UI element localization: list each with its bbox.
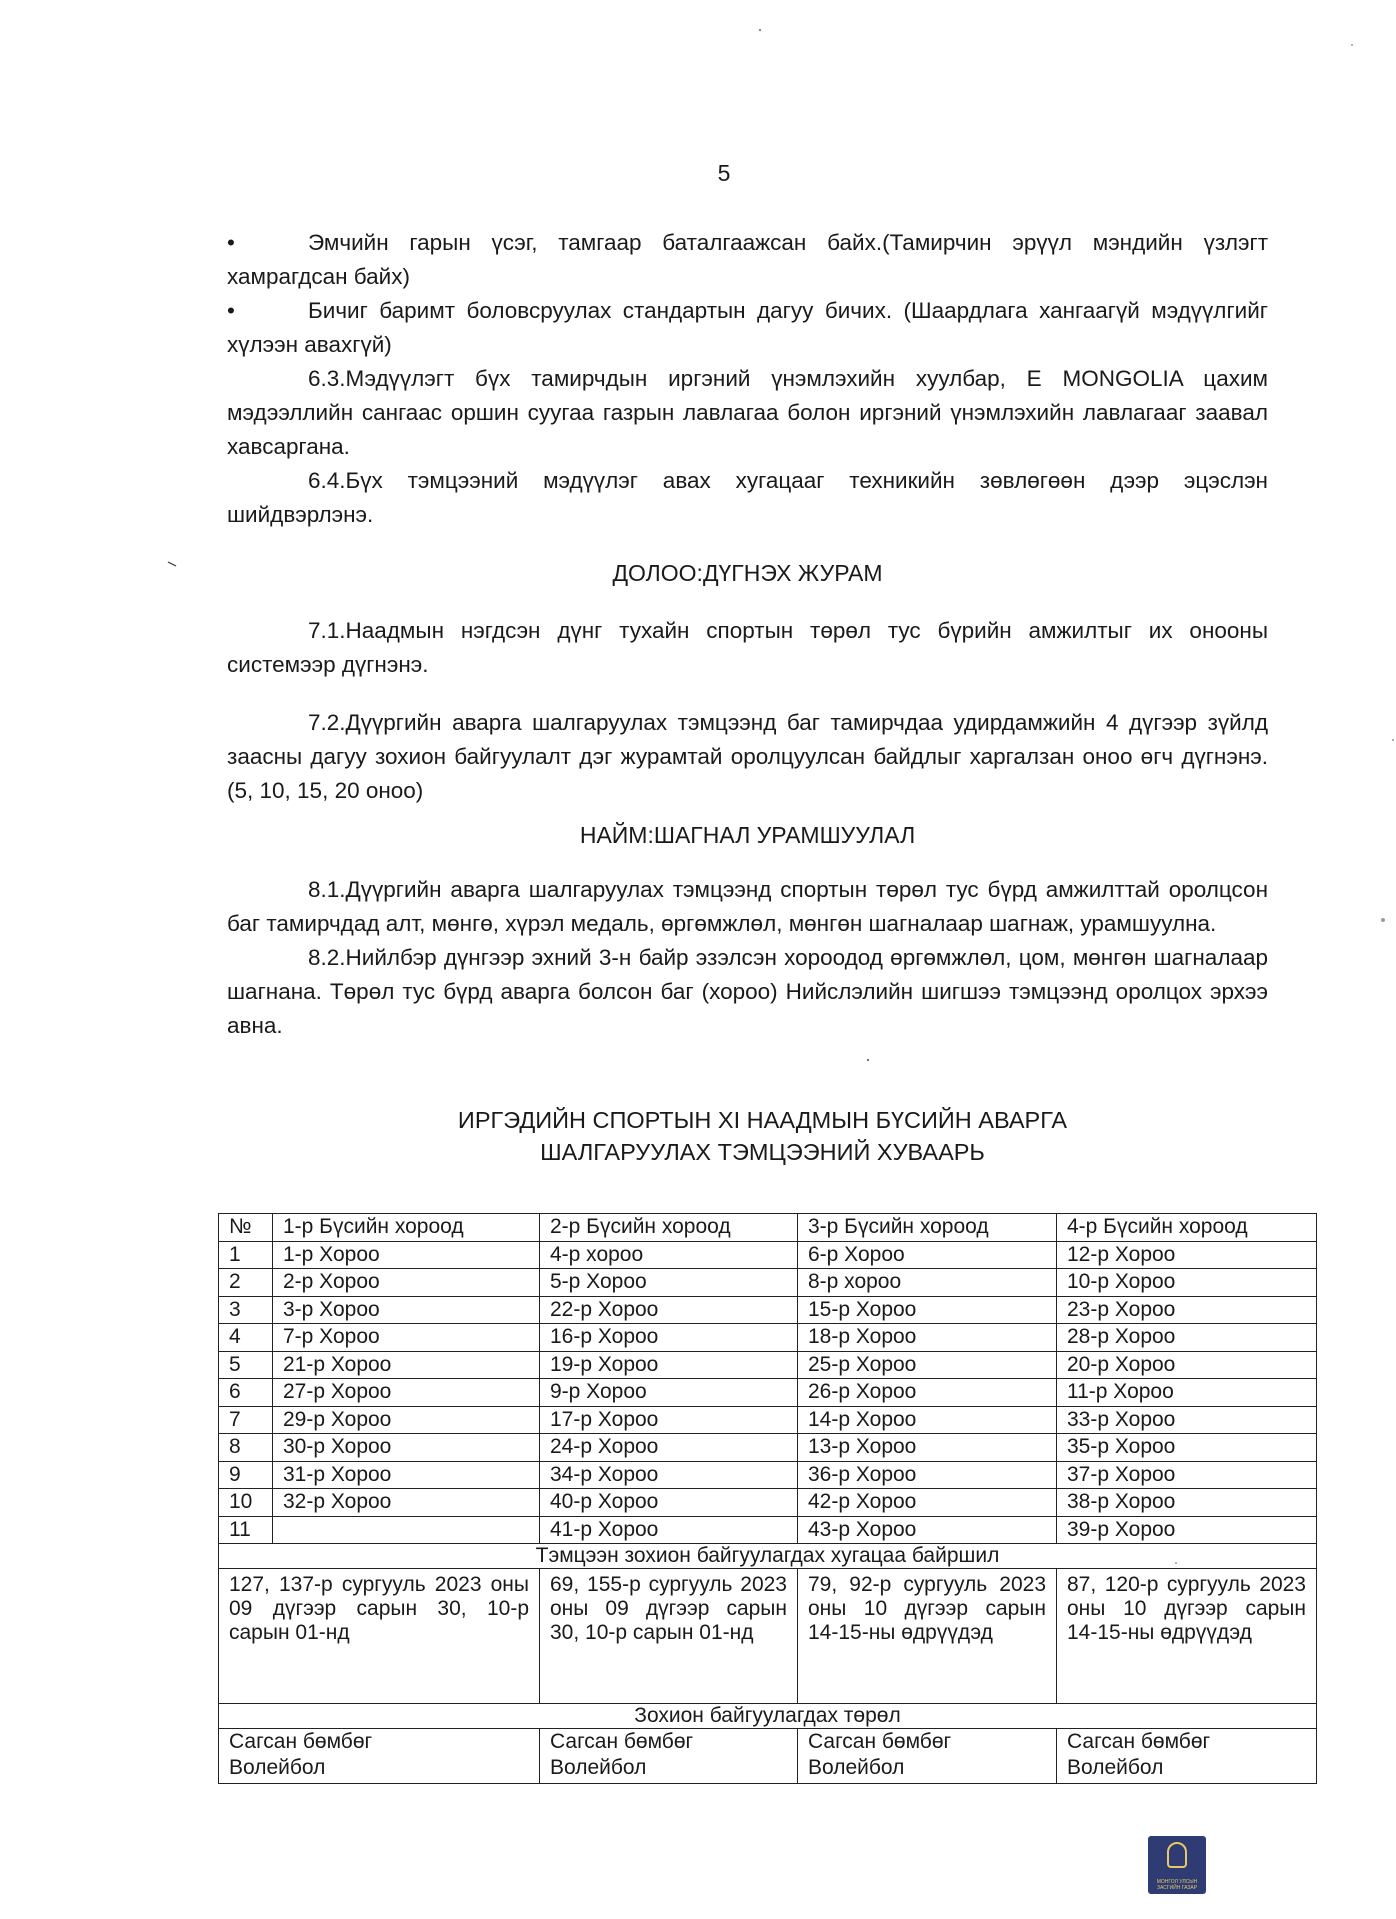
table-header-cell: №: [219, 1214, 273, 1242]
bullet-item: [227, 294, 1268, 362]
table-location-row: [219, 1569, 1317, 1704]
table-cell: 34-р Хороо: [540, 1461, 798, 1489]
table-header-cell: 3-р Бүсийн хороод: [798, 1214, 1057, 1242]
government-seal-logo: [1148, 1836, 1206, 1894]
table-row: [219, 1379, 1317, 1407]
location-cell: 69, 155-р сургууль 2023 оны 09 дүгээр сарын 30, 10-р сарын 01-нд: [540, 1569, 798, 1704]
table-cell: [273, 1516, 540, 1544]
paragraph-7-2: 7.2.Дүүргийн аварга шалгаруулах тэмцээнд баг тамирчдаа удирдамжийн 4 дүгээр зүйлд заасны дагуу зохион байгуулалт дэг журамтай оролцуулсан байдлыг харгалзан оноо өгч дүгнэнэ. (5, 10, 15, 20 оноо): [227, 710, 1268, 803]
table-cell: 1: [219, 1241, 273, 1269]
table-types-row: [219, 1729, 1317, 1784]
table-cell: 11: [219, 1516, 273, 1544]
table-cell: 5: [219, 1351, 273, 1379]
table-row: [219, 1489, 1317, 1517]
bullet-symbol: •: [227, 230, 235, 255]
table-cell: 5-р Хороо: [540, 1269, 798, 1297]
table-cell: 10: [219, 1489, 273, 1517]
table-cell: 7: [219, 1406, 273, 1434]
table-cell: 18-р Хороо: [798, 1324, 1057, 1352]
table-cell: 3-р Хороо: [273, 1296, 540, 1324]
table-cell: 17-р Хороо: [540, 1406, 798, 1434]
table-cell: 31-р Хороо: [273, 1461, 540, 1489]
location-header-cell: Тэмцээн зохион байгуулагдах хугацаа байршил: [219, 1544, 1317, 1569]
table-row: [219, 1269, 1317, 1297]
table-cell: 35-р Хороо: [1057, 1434, 1317, 1462]
sport-type-label: Волейбол: [1067, 1756, 1164, 1779]
table-header-cell: 1-р Бүсийн хороод: [273, 1214, 540, 1242]
types-cell: [219, 1729, 540, 1784]
table-cell: 21-р Хороо: [273, 1351, 540, 1379]
location-cell: 87, 120-р сургууль 2023 оны 10 дүгээр сарын 14-15-ны өдрүүдэд: [1057, 1569, 1317, 1704]
table-cell: 27-р Хороо: [273, 1379, 540, 1407]
table-row: [219, 1351, 1317, 1379]
table-cell: 2-р Хороо: [273, 1269, 540, 1297]
table-cell: 14-р Хороо: [798, 1406, 1057, 1434]
table-cell: 32-р Хороо: [273, 1489, 540, 1517]
section-8-body: [227, 873, 1268, 1043]
seal-text: МОНГОЛ УЛСЫН ЗАСГИЙН ГАЗАР: [1156, 1879, 1198, 1891]
paragraph-6-3: 6.3.Мэдүүлэгт бүх тамирчдын иргэний үнэмлэхийн хуулбар, E MONGOLIA цахим мэдээллийн сангаас оршин суугаа газрын лавлагаа болон иргэний үнэмлэхийн лавлагааг заавал хавсаргана.: [227, 366, 1268, 459]
soyombo-icon: [1167, 1842, 1187, 1868]
schedule-table: [218, 1213, 1317, 1784]
table-row: [219, 1516, 1317, 1544]
table-cell: 19-р Хороо: [540, 1351, 798, 1379]
table-cell: 1-р Хороо: [273, 1241, 540, 1269]
table-header-cell: 4-р Бүсийн хороод: [1057, 1214, 1317, 1242]
table-row: [219, 1324, 1317, 1352]
table-row: [219, 1241, 1317, 1269]
table-cell: 10-р Хороо: [1057, 1269, 1317, 1297]
sport-type-label: Сагсан бөмбөг: [1067, 1730, 1211, 1753]
table-cell: 33-р Хороо: [1057, 1406, 1317, 1434]
table-row: [219, 1406, 1317, 1434]
table-cell: 6-р Хороо: [798, 1241, 1057, 1269]
paragraph-7-1: 7.1.Наадмын нэгдсэн дүнг тухайн спортын төрөл тус бүрийн амжилтыг их онооны системээр дүгнэнэ.: [227, 618, 1268, 677]
table-cell: 26-р Хороо: [798, 1379, 1057, 1407]
table-cell: 13-р Хороо: [798, 1434, 1057, 1462]
bullet-symbol: •: [227, 298, 235, 323]
table-row: [219, 1461, 1317, 1489]
table-cell: 38-р Хороо: [1057, 1489, 1317, 1517]
types-header-cell: Зохион байгуулагдах төрөл: [219, 1704, 1317, 1729]
sport-type-label: Волейбол: [229, 1756, 326, 1779]
table-header-cell: 2-р Бүсийн хороод: [540, 1214, 798, 1242]
sport-type-label: Сагсан бөмбөг: [808, 1730, 952, 1753]
section-heading-8: НАЙМ:ШАГНАЛ УРАМШУУЛАЛ: [579, 822, 916, 848]
section-7-body: [227, 614, 1268, 808]
types-cell: [540, 1729, 798, 1784]
table-title-line: ИРГЭДИЙН СПОРТЫН XI НААДМЫН БҮСИЙН АВАРГА: [457, 1107, 1068, 1133]
table-cell: 9-р Хороо: [540, 1379, 798, 1407]
table-cell: 4: [219, 1324, 273, 1352]
sport-type-label: Сагсан бөмбөг: [229, 1730, 373, 1753]
table-header-row: [219, 1214, 1317, 1242]
table-cell: 2: [219, 1269, 273, 1297]
table-cell: 42-р Хороо: [798, 1489, 1057, 1517]
table-cell: 8-р хороо: [798, 1269, 1057, 1297]
bullet-item: [227, 226, 1268, 294]
location-cell: 79, 92-р сургууль 2023 оны 10 дүгээр сарын 14-15-ны өдрүүдэд: [798, 1569, 1057, 1704]
table-row: [219, 1296, 1317, 1324]
table-cell: 22-р Хороо: [540, 1296, 798, 1324]
table-cell: 15-р Хороо: [798, 1296, 1057, 1324]
sport-type-label: Волейбол: [808, 1756, 905, 1779]
table-cell: 12-р Хороо: [1057, 1241, 1317, 1269]
table-cell: 40-р Хороо: [540, 1489, 798, 1517]
table-cell: 23-р Хороо: [1057, 1296, 1317, 1324]
table-cell: 29-р Хороо: [273, 1406, 540, 1434]
paragraph-8-1: 8.1.Дүүргийн аварга шалгаруулах тэмцээнд спортын төрөл тус бүрд амжилттай оролцсон баг тамирчдад алт, мөнгө, хүрэл медаль, өргөмжлөл, мөнгөн шагналаар шагнаж, урамшуулна.: [227, 877, 1268, 936]
table-title-line: ШАЛГАРУУЛАХ ТЭМЦЭЭНИЙ ХУВААРЬ: [540, 1139, 985, 1165]
table-cell: 30-р Хороо: [273, 1434, 540, 1462]
sport-type-label: Волейбол: [550, 1756, 647, 1779]
table-cell: 43-р Хороо: [798, 1516, 1057, 1544]
table-cell: 20-р Хороо: [1057, 1351, 1317, 1379]
table-cell: 4-р хороо: [540, 1241, 798, 1269]
paragraph-6-4: 6.4.Бүх тэмцээний мэдүүлэг авах хугацааг техникийн зөвлөгөөн дээр эцэслэн шийдвэрлэнэ.: [227, 468, 1268, 527]
types-cell: [1057, 1729, 1317, 1784]
table-cell: 25-р Хороо: [798, 1351, 1057, 1379]
schedule-table-body: [219, 1214, 1317, 1784]
types-cell: [798, 1729, 1057, 1784]
table-cell: 37-р Хороо: [1057, 1461, 1317, 1489]
table-cell: 39-р Хороо: [1057, 1516, 1317, 1544]
table-cell: 6: [219, 1379, 273, 1407]
table-subheader-row: [219, 1704, 1317, 1729]
table-cell: 36-р Хороо: [798, 1461, 1057, 1489]
table-cell: 3: [219, 1296, 273, 1324]
sport-type-label: Сагсан бөмбөг: [550, 1730, 694, 1753]
section-heading-7: ДОЛОО:ДҮГНЭХ ЖУРАМ: [612, 560, 883, 586]
table-cell: 9: [219, 1461, 273, 1489]
table-cell: 41-р Хороо: [540, 1516, 798, 1544]
table-cell: 8: [219, 1434, 273, 1462]
table-cell: 11-р Хороо: [1057, 1379, 1317, 1407]
table-cell: 24-р Хороо: [540, 1434, 798, 1462]
location-cell: 127, 137-р сургууль 2023 оны 09 дүгээр сарын 30, 10-р сарын 01-нд: [219, 1569, 540, 1704]
bullet-list: [227, 226, 1268, 532]
page-number: 5: [717, 160, 731, 186]
table-subheader-row: [219, 1544, 1317, 1569]
table-row: [219, 1434, 1317, 1462]
bullet-text: Бичиг баримт боловсруулах стандартын дагуу бичих. (Шаардлага хангаагүй мэдүүлгийг хүлээн авахгүй): [227, 298, 1268, 357]
bullet-text: Эмчийн гарын үсэг, тамгаар баталгаажсан байх.(Тамирчин эрүүл мэндийн үзлэгт хамрагдсан байх): [227, 230, 1268, 289]
table-title: [227, 1104, 1298, 1168]
paragraph-8-2: 8.2.Нийлбэр дүнгээр эхний 3-н байр эзэлсэн хороодод өргөмжлөл, цом, мөнгөн шагналаар шагнана. Төрөл тус бүрд аварга болсон баг (хороо) Нийслэлийн шигшээ тэмцээнд оролцох эрхээ авна.: [227, 945, 1268, 1038]
table-cell: 16-р Хороо: [540, 1324, 798, 1352]
table-cell: 28-р Хороо: [1057, 1324, 1317, 1352]
table-cell: 7-р Хороо: [273, 1324, 540, 1352]
